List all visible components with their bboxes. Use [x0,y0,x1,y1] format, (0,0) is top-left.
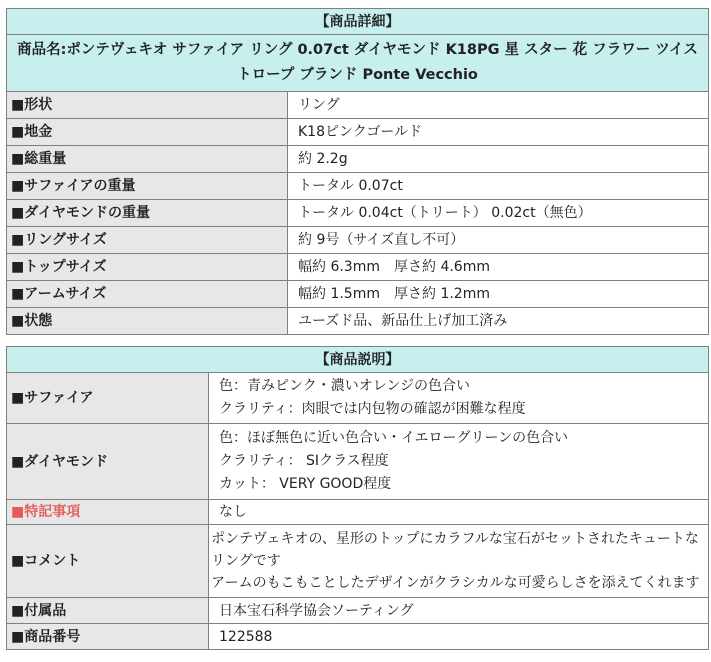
accessories-label: ■付属品 [7,598,209,624]
special-notes-value: なし [209,500,709,525]
description-header: 【商品説明】 [7,347,709,373]
ring-size-value: 約 9号（サイズ直し不可） [288,227,709,254]
sapphire-weight-label: ■サファイアの重量 [7,173,288,200]
comment-text [209,525,709,598]
diamond-cut-line: カット： VERY GOOD程度 [219,476,392,492]
product-details-table [6,8,709,335]
shape-value: リング [288,92,709,119]
condition-label: ■状態 [7,308,288,335]
top-size-value: 幅約 6.3mm 厚さ約 4.6mm [288,254,709,281]
product-description-table [6,346,709,650]
comment-line-1: ポンテヴェキオの、星形のトップにカラフルな宝石がセットされたキュートなリングです [211,531,699,569]
accessories-value: 日本宝石科学協会ソーティング [209,598,709,624]
diamond-weight-label: ■ダイヤモンドの重量 [7,200,288,227]
arm-size-value: 幅約 1.5mm 厚さ約 1.2mm [288,281,709,308]
product-title: 商品名:ポンテヴェキオ サファイア リング 0.07ct ダイヤモンド K18PG 星 スター 花 フラワー ツイストロープ ブランド Ponte Vecchio [7,35,709,92]
diamond-label: ■ダイヤモンド [7,424,209,500]
sapphire-label: ■サファイア [7,373,209,424]
sapphire-color-line: 色：青みピンク・濃いオレンジの色合い [219,378,471,394]
sapphire-clarity-line: クラリティ：肉眼では内包物の確認が困難な程度 [219,401,526,417]
top-size-label: ■トップサイズ [7,254,288,281]
metal-value: K18ピンクゴールド [288,119,709,146]
diamond-clarity-line: クラリティ： SIクラス程度 [219,453,389,469]
condition-value: ユーズド品、新品仕上げ加工済み [288,308,709,335]
total-weight-label: ■総重量 [7,146,288,173]
comment-label: ■コメント [7,525,209,598]
details-header: 【商品詳細】 [7,9,709,35]
total-weight-value: 約 2.2g [288,146,709,173]
special-notes-label: ■特記事項 [7,500,209,525]
sapphire-description [209,373,709,424]
comment-line-2: アームのもこもことしたデザインがクラシカルな可愛らしさを添えてくれます [211,575,700,591]
arm-size-label: ■アームサイズ [7,281,288,308]
product-number-value: 122588 [209,624,709,650]
diamond-weight-value: トータル 0.04ct（トリート） 0.02ct（無色） [288,200,709,227]
shape-label: ■形状 [7,92,288,119]
ring-size-label: ■リングサイズ [7,227,288,254]
sapphire-weight-value: トータル 0.07ct [288,173,709,200]
diamond-description [209,424,709,500]
diamond-color-line: 色：ほぼ無色に近い色合い・イエローグリーンの色合い [219,430,569,446]
product-number-label: ■商品番号 [7,624,209,650]
metal-label: ■地金 [7,119,288,146]
